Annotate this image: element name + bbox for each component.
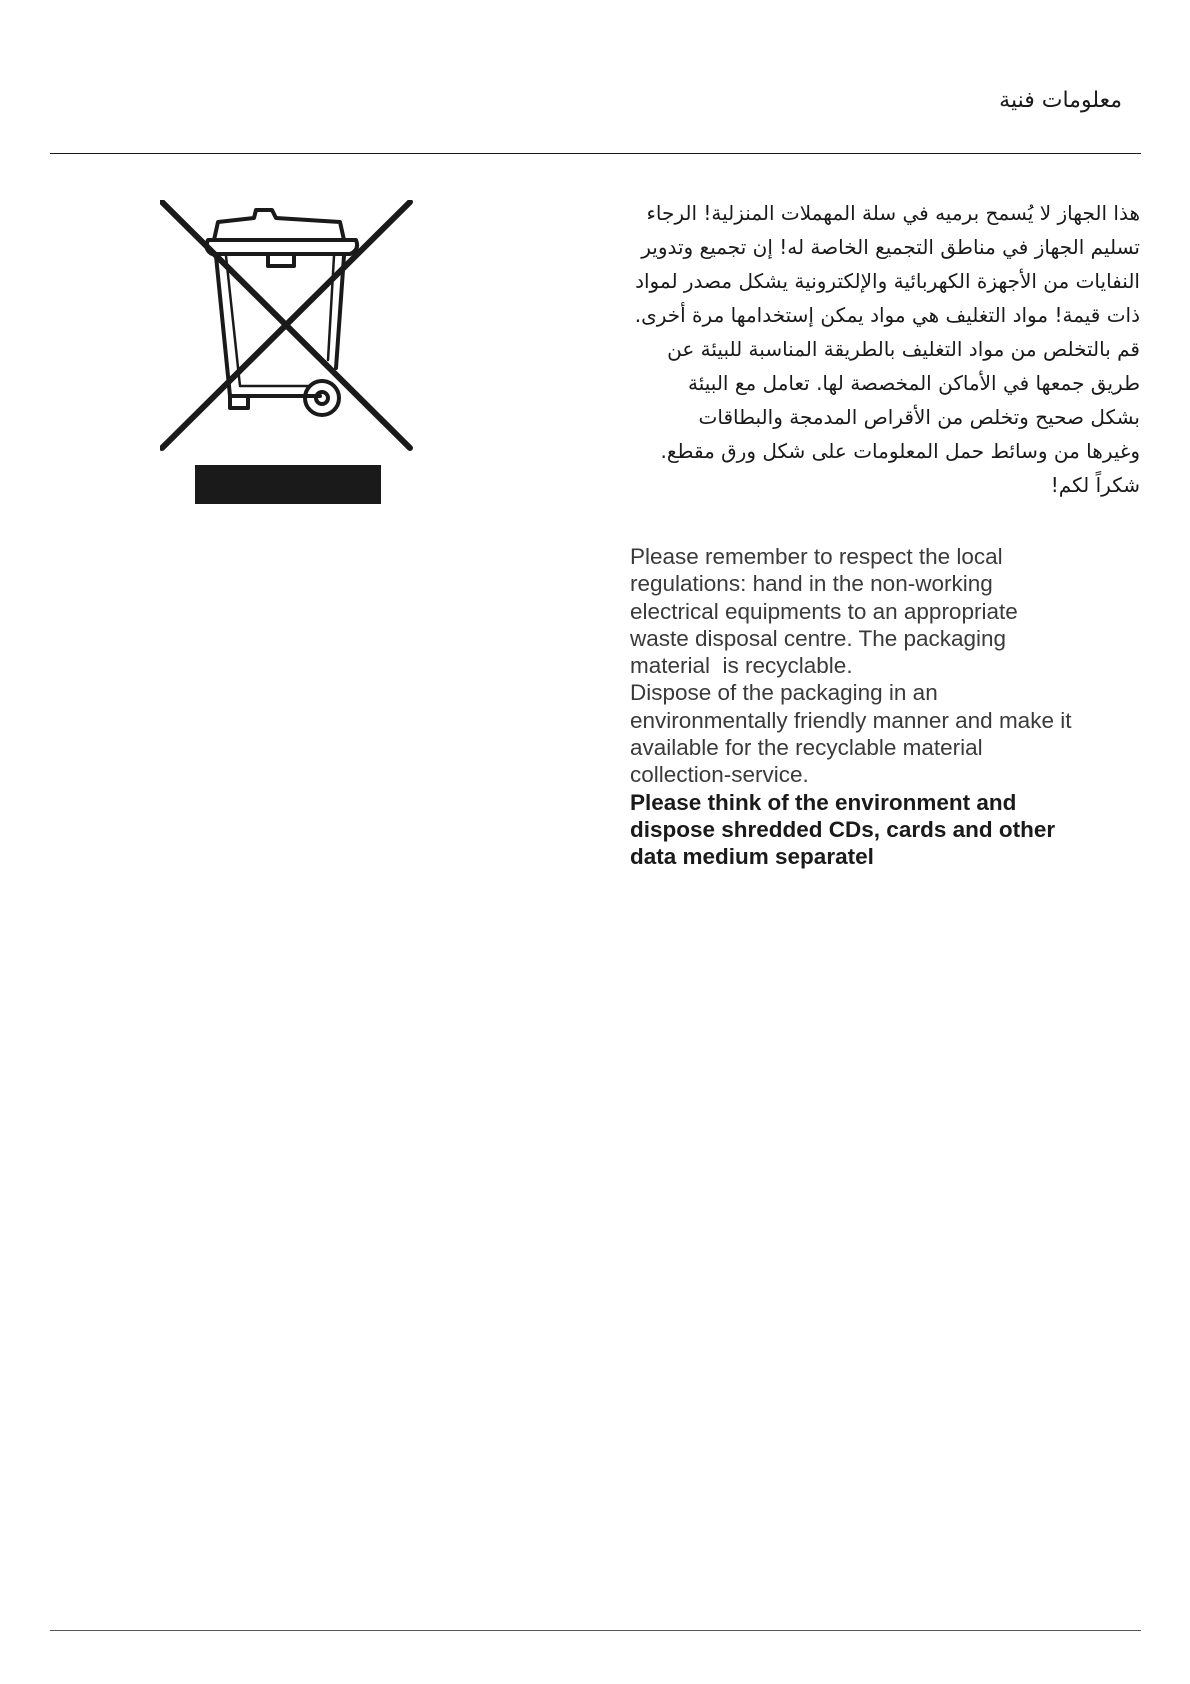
english-line: waste disposal centre. The packaging — [630, 625, 1007, 651]
page-title: معلومات فنية — [999, 88, 1122, 113]
crossed-out-wheelie-bin-icon — [160, 200, 420, 505]
arabic-line: النفايات من الأجهزة الكهربائية والإلكترونية يشكل مصدر لمواد — [635, 269, 1140, 293]
english-bold-line: Please think of the environment and — [630, 789, 1017, 815]
english-line: material is recyclable. — [630, 653, 853, 679]
english-line: collection-service. — [630, 762, 809, 788]
english-line: regulations: hand in the non-working — [630, 571, 993, 597]
english-line: environmentally friendly manner and make it — [630, 707, 1072, 733]
english-bold-line: data medium separatel — [630, 844, 874, 870]
arabic-line: هذا الجهاز لا يُسمح برميه في سلة المهملات المنزلية! الرجاء — [646, 201, 1140, 225]
arabic-line: شكراً لكم! — [1050, 473, 1140, 497]
arabic-line: طريق جمعها في الأماكن المخصصة لها. تعامل مع البيئة — [688, 371, 1140, 395]
english-line: Dispose of the packaging in an — [630, 680, 938, 706]
arabic-line: قم بالتخلص من مواد التغليف بالطريقة المناسبة للبيئة عن — [667, 337, 1140, 361]
english-bold-line: dispose shredded CDs, cards and other — [630, 816, 1056, 842]
footer-divider — [50, 1630, 1141, 1631]
arabic-line: وغيرها من وسائط حمل المعلومات على شكل ورق مقطع. — [660, 439, 1140, 463]
arabic-disposal-notice — [540, 196, 1140, 502]
arabic-line: تسليم الجهاز في مناطق التجميع الخاصة له! إن تجميع وتدوير — [641, 235, 1140, 259]
english-disposal-notice — [630, 543, 1150, 871]
english-line: electrical equipments to an appropriate — [630, 598, 1018, 624]
english-line: available for the recyclable material — [630, 735, 983, 761]
header-divider — [50, 153, 1141, 154]
english-line: Please remember to respect the local — [630, 544, 1003, 569]
arabic-line: ذات قيمة! مواد التغليف هي مواد يمكن إستخدامها مرة أخرى. — [634, 303, 1140, 327]
arabic-line: بشكل صحيح وتخلص من الأقراص المدمجة والبطاقات — [698, 405, 1140, 429]
